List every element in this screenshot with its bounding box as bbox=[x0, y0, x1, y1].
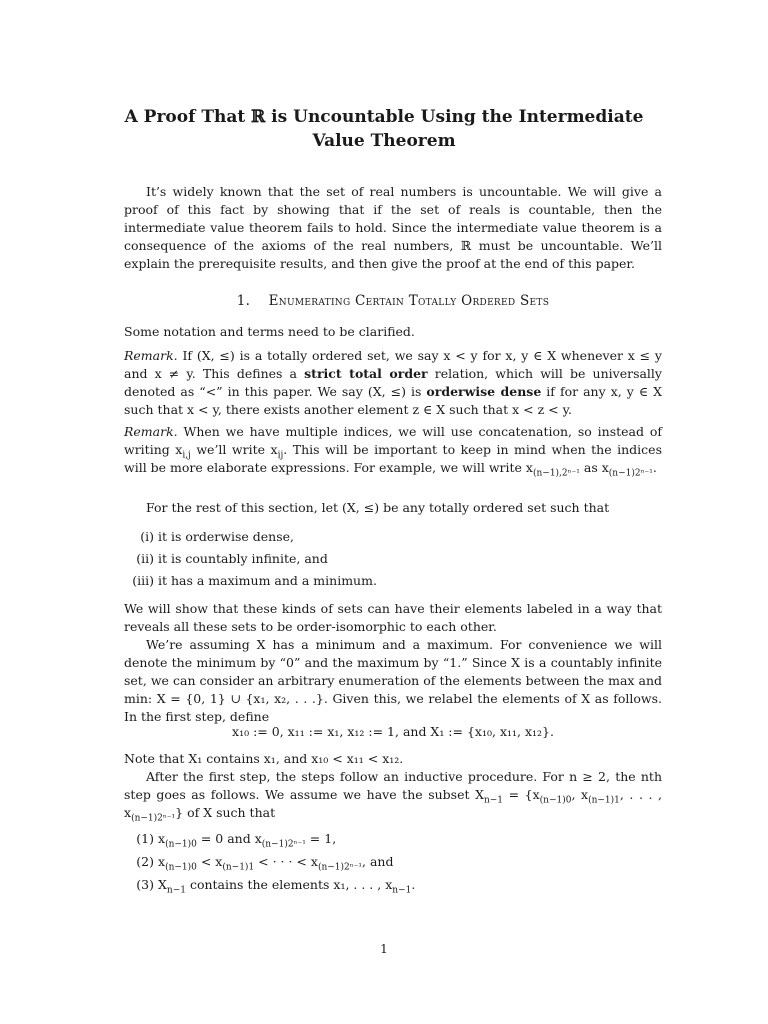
paragraph-assume: We’re assuming X has a minimum and a maximum. For convenience we will denote the minimum by “0” and the maximum by “1.” Since X is a countably infinite set, we can consider an arbitrary enumeration of the elements between the max and min: X = {0, 1} ∪ {x₁, x₂, . . .}. Given this, we relabel the elements of X as follows. In the first step, define bbox=[124, 637, 662, 724]
subscript: (n−1)2ⁿ⁻¹ bbox=[131, 813, 176, 824]
condition-list bbox=[124, 528, 662, 594]
subscript: (n−1)2ⁿ⁻¹ bbox=[608, 468, 653, 479]
para-after-text-d: , . . . , x bbox=[124, 787, 662, 820]
subscript: n−1 bbox=[483, 795, 504, 806]
remark-1 bbox=[124, 347, 662, 419]
list-item bbox=[124, 876, 664, 894]
item-text: x bbox=[158, 854, 166, 869]
list-text: it has a maximum and a minimum. bbox=[158, 573, 377, 588]
subscript: (n−1)0 bbox=[165, 862, 197, 873]
item-text: x bbox=[158, 831, 166, 846]
item-text: . bbox=[411, 877, 416, 892]
abstract: It’s widely known that the set of real numbers is uncountable. We will give a proof of this fact by showing that if the set of reals is countable, then the intermediate value theorem fails to hold. Since the intermediate value theorem is a consequence of the axioms of the real numbers, ℝ must be uncountable. We’ll explain the prerequisite results, and then give the proof at the end of this paper. bbox=[124, 184, 662, 271]
list-item bbox=[124, 853, 664, 871]
subscript: (n−1)1 bbox=[588, 795, 620, 806]
remark-2-text-a: When we have multiple indices, we will use concatenation, so instead of writing x bbox=[124, 424, 662, 457]
subscript: (n−1),2ⁿ⁻¹ bbox=[532, 468, 580, 479]
list-item bbox=[124, 830, 664, 848]
subscript: n−1 bbox=[392, 885, 412, 896]
para-after-text-e: } of X such that bbox=[175, 805, 276, 820]
list-text: it is countably infinite, and bbox=[158, 551, 328, 566]
subscript: i,j bbox=[182, 450, 191, 461]
section-title: Enumerating Certain Totally Ordered Sets bbox=[268, 293, 550, 309]
item-text: contains the elements x₁, . . . , x bbox=[185, 877, 393, 892]
subscript: n−1 bbox=[166, 885, 186, 896]
remark-2 bbox=[124, 423, 662, 477]
paper-title: A Proof That ℝ is Uncountable Using the Intermediate Value Theorem bbox=[124, 107, 644, 151]
list-item bbox=[124, 550, 664, 568]
subscript: ij bbox=[277, 450, 284, 461]
list-number: (1) bbox=[136, 831, 154, 846]
paragraph-show: We will show that these kinds of sets can have their elements labeled in a way that reveals all these sets to be order-isomorphic to each other. bbox=[124, 601, 662, 634]
list-number: (3) bbox=[136, 877, 154, 892]
remark-1-text-a: If (X, ≤) is a totally ordered set, we say x < y for x, y ∈ X whenever x ≤ y and x ≠ y. This defines a bbox=[124, 348, 662, 381]
list-number: (i) bbox=[140, 529, 154, 544]
induction-list bbox=[124, 830, 662, 896]
item-text: X bbox=[158, 877, 167, 892]
paragraph-after bbox=[124, 768, 662, 822]
remark-2-text-e: . bbox=[652, 460, 657, 475]
remark-1-text-b: relation, which will be universally denoted as “<” in this paper. We say (X, ≤) is bbox=[124, 366, 662, 399]
subscript: (n−1)2ⁿ⁻¹ bbox=[261, 839, 306, 850]
list-number: (2) bbox=[136, 854, 154, 869]
item-text: = 0 and x bbox=[196, 831, 262, 846]
subscript: (n−1)1 bbox=[222, 862, 255, 873]
list-item bbox=[124, 572, 664, 590]
remark-2-text-d: as x bbox=[579, 460, 609, 475]
subscript: (n−1)2ⁿ⁻¹ bbox=[317, 862, 363, 873]
display-equation: x₁₀ := 0, x₁₁ := x₁, x₁₂ := 1, and X₁ := {x₁₀, x₁₁, x₁₂}. bbox=[232, 724, 554, 739]
list-item bbox=[124, 528, 664, 546]
para-after-text-c: , x bbox=[571, 787, 589, 802]
list-number: (ii) bbox=[136, 551, 154, 566]
term-orderwise-dense: orderwise dense bbox=[426, 384, 542, 399]
item-text: , and bbox=[362, 854, 394, 869]
subscript: (n−1)0 bbox=[539, 795, 572, 806]
remark-2-text-b: we’ll write x bbox=[190, 442, 278, 457]
remark-1-text-c: if for any x, y ∈ X such that x < y, there exists another element z ∈ X such that x < z < y. bbox=[124, 384, 662, 417]
para-after-text-b: = {x bbox=[503, 787, 540, 802]
section-heading bbox=[124, 292, 662, 310]
item-text: = 1, bbox=[305, 831, 337, 846]
note-line: Note that X₁ contains x₁, and x₁₀ < x₁₁ < x₁₂. bbox=[124, 751, 404, 766]
item-text: < · · · < x bbox=[254, 854, 318, 869]
subscript: (n−1)0 bbox=[165, 839, 197, 850]
intro-line: Some notation and terms need to be clarified. bbox=[124, 324, 415, 339]
item-text: < x bbox=[196, 854, 223, 869]
list-text: it is orderwise dense, bbox=[158, 529, 294, 544]
rest-line: For the rest of this section, let (X, ≤) be any totally ordered set such that bbox=[146, 500, 610, 515]
page-number: 1 bbox=[380, 942, 388, 956]
para-after-text-a: After the first step, the steps follow an inductive procedure. For n ≥ 2, the nth step goes as follows. We assume we have the subset X bbox=[124, 769, 662, 802]
remark-label: Remark. bbox=[124, 348, 178, 363]
remark-2-text-c: . This will be important to keep in mind when the indices will be more elaborate expressions. For example, we will write x bbox=[124, 442, 662, 475]
remark-label: Remark. bbox=[124, 424, 178, 439]
list-number: (iii) bbox=[132, 573, 154, 588]
section-number: 1. bbox=[236, 293, 251, 309]
term-strict-total-order: strict total order bbox=[304, 366, 428, 381]
